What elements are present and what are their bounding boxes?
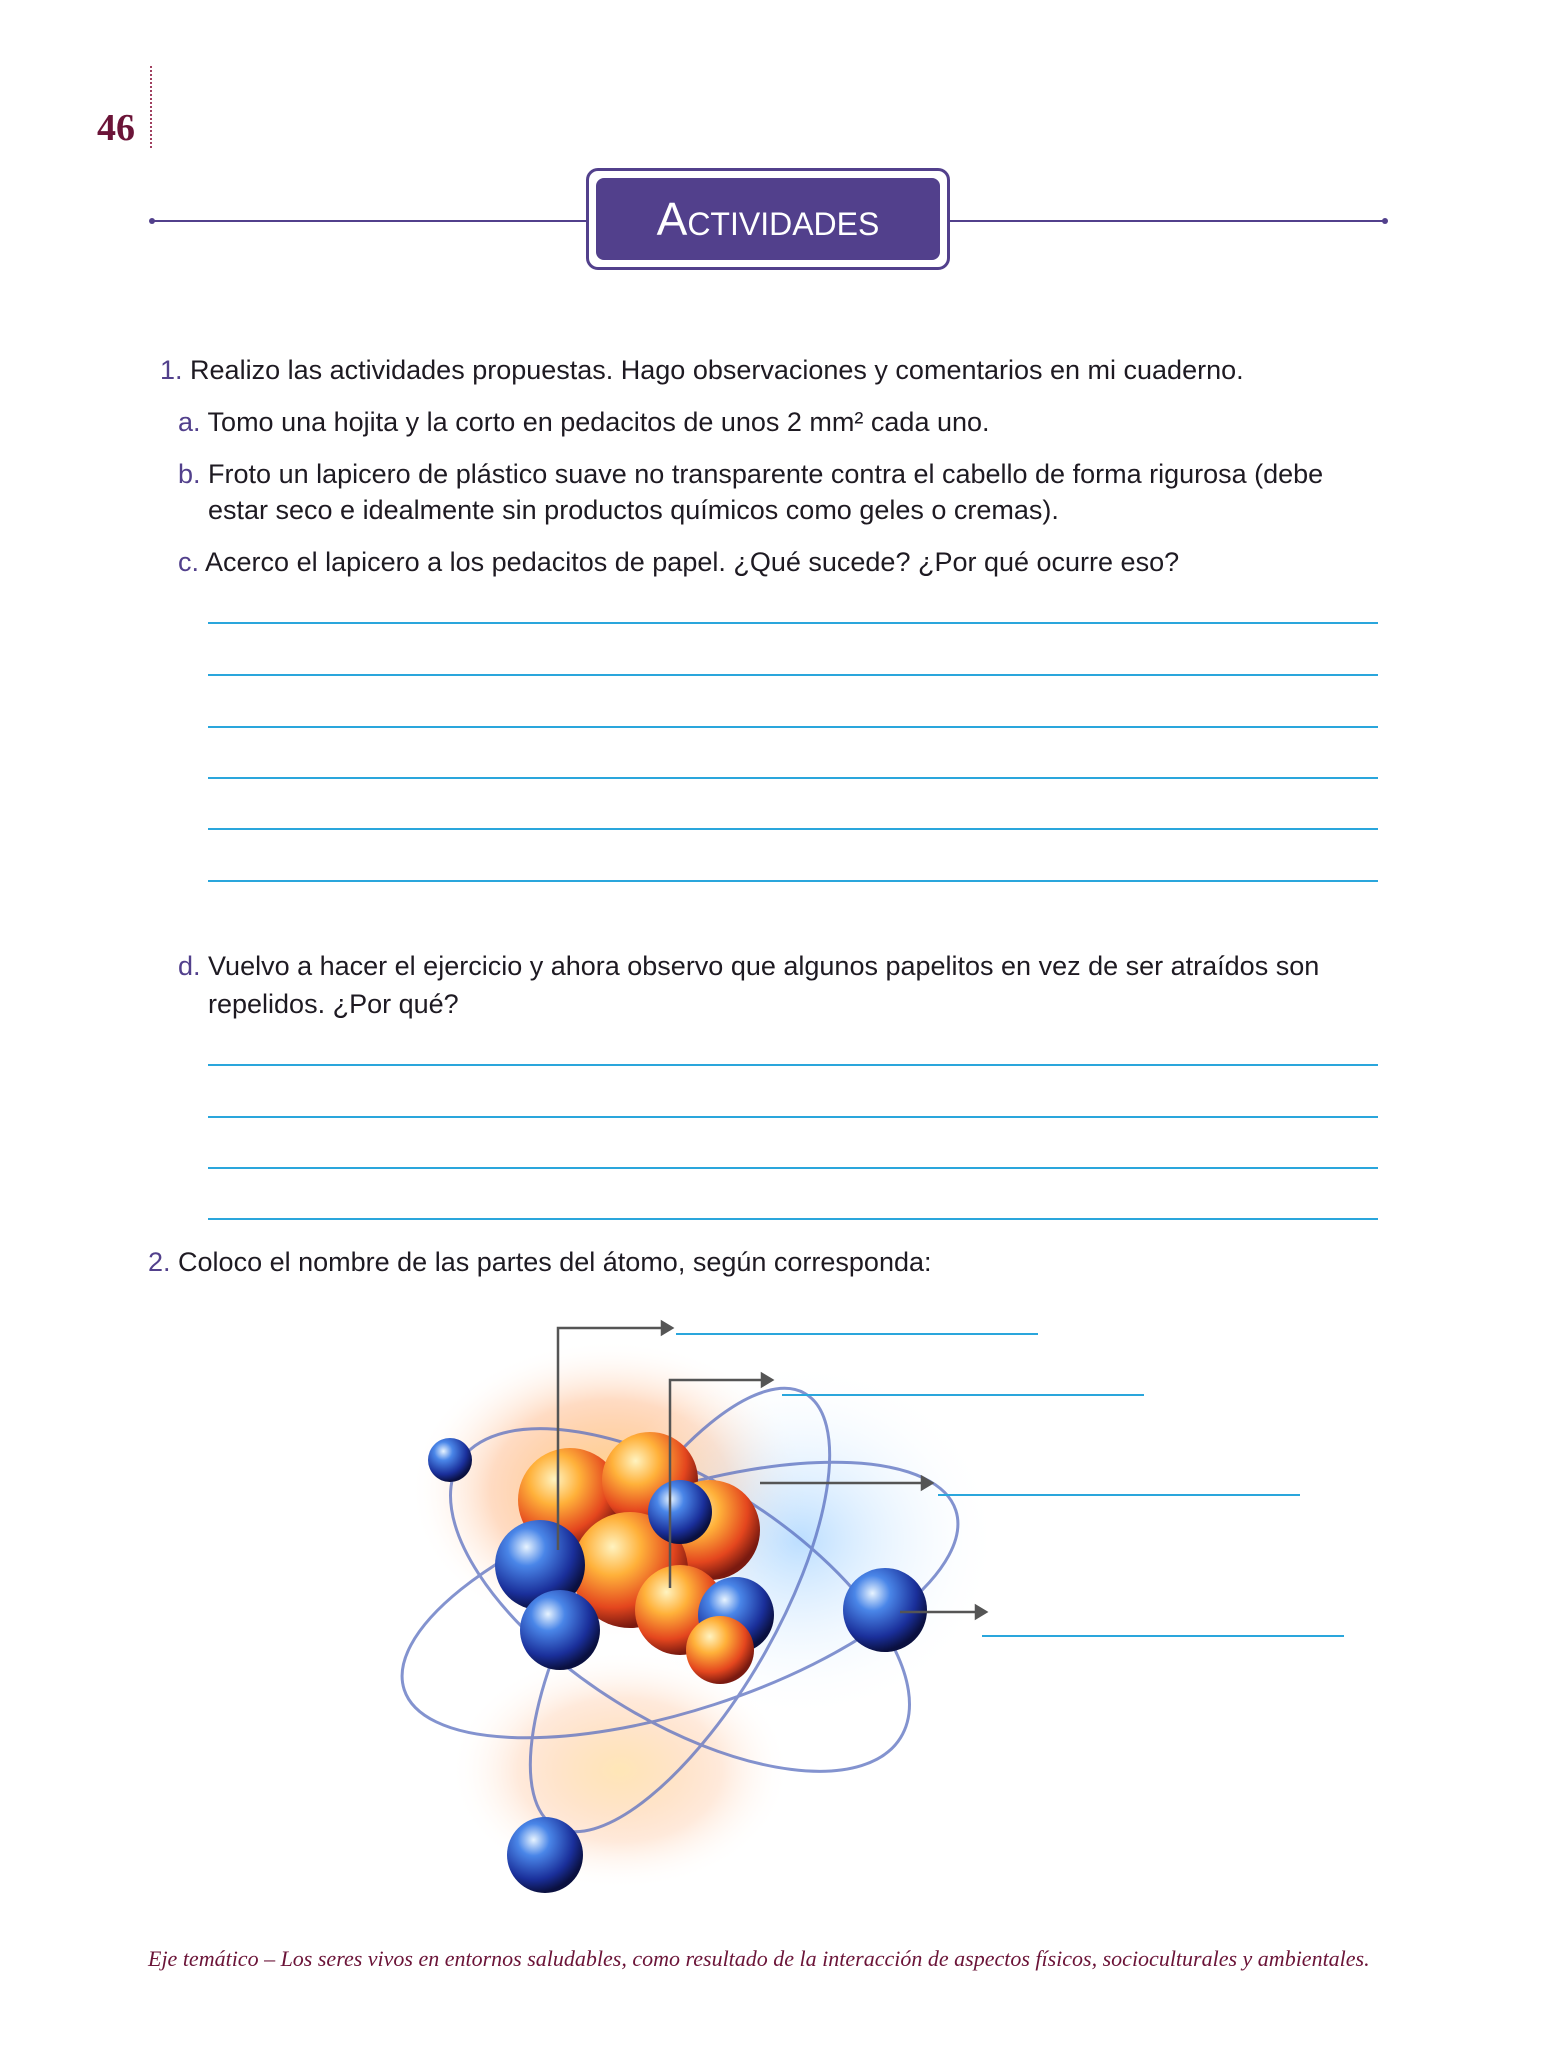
electron bbox=[843, 1568, 927, 1652]
item-d-letter: d. bbox=[178, 951, 201, 981]
item-b-text-line1: Froto un lapicero de plástico suave no transparente contra el cabello de forma rigurosa (debe bbox=[208, 459, 1324, 489]
activity-2-number: 2. bbox=[148, 1247, 171, 1277]
electron bbox=[507, 1817, 583, 1893]
answer-line[interactable] bbox=[208, 622, 1378, 624]
answer-line[interactable] bbox=[208, 1116, 1378, 1118]
activity-1-text: Realizo las actividades propuestas. Hago observaciones y comentarios en mi cuaderno. bbox=[190, 355, 1244, 385]
item-a-letter: a. bbox=[178, 407, 201, 437]
title-rule-right-dot bbox=[1382, 218, 1388, 224]
page-number-divider bbox=[150, 66, 152, 148]
item-a bbox=[178, 404, 990, 440]
item-c-letter: c. bbox=[178, 547, 200, 577]
footer-note: Eje temático – Los seres vivos en entornos saludables, como resultado de la interacción de aspectos físicos, socioculturales y ambientales. bbox=[148, 1946, 1370, 1971]
item-b bbox=[178, 456, 1323, 492]
activity-1-number: 1. bbox=[160, 355, 183, 385]
answer-line[interactable] bbox=[208, 880, 1378, 882]
answer-line[interactable] bbox=[208, 1064, 1378, 1066]
item-a-text: Tomo una hojita y la corto en pedacitos de unos 2 mm² cada uno. bbox=[207, 407, 990, 437]
item-c bbox=[178, 544, 1179, 580]
activity-2-text: Coloco el nombre de las partes del átomo, según corresponda: bbox=[178, 1247, 932, 1277]
item-d bbox=[178, 948, 1319, 984]
activity-1-instruction bbox=[160, 352, 1244, 388]
atom-illustration bbox=[380, 1310, 1000, 1910]
page-number: 46 bbox=[97, 107, 135, 149]
answer-line[interactable] bbox=[208, 674, 1378, 676]
arrowhead bbox=[662, 1322, 672, 1334]
section-title bbox=[596, 178, 940, 260]
answer-line[interactable] bbox=[208, 828, 1378, 830]
label-line-4[interactable] bbox=[982, 1635, 1344, 1637]
activity-2-instruction bbox=[148, 1244, 932, 1280]
label-line-3[interactable] bbox=[938, 1494, 1300, 1496]
answer-line[interactable] bbox=[208, 777, 1378, 779]
item-b-continuation: estar seco e idealmente sin productos químicos como geles o cremas). bbox=[208, 495, 1059, 525]
item-c-text: Acerco el lapicero a los pedacitos de papel. ¿Qué sucede? ¿Por qué ocurre eso? bbox=[205, 547, 1180, 577]
answer-line[interactable] bbox=[208, 1167, 1378, 1169]
item-d-continuation: repelidos. ¿Por qué? bbox=[208, 989, 459, 1019]
label-line-2[interactable] bbox=[782, 1394, 1144, 1396]
neutron bbox=[648, 1480, 712, 1544]
electron bbox=[428, 1438, 472, 1482]
title-rule-left-dot bbox=[149, 218, 155, 224]
label-line-1[interactable] bbox=[676, 1333, 1038, 1335]
item-d-text-line1: Vuelvo a hacer el ejercicio y ahora observo que algunos papelitos en vez de ser atraídos son bbox=[208, 951, 1320, 981]
answer-line[interactable] bbox=[208, 726, 1378, 728]
lower-glow bbox=[450, 1650, 790, 1890]
neutron bbox=[520, 1590, 600, 1670]
item-b-letter: b. bbox=[178, 459, 201, 489]
section-title-text: Actividades bbox=[656, 193, 880, 245]
answer-line[interactable] bbox=[208, 1218, 1378, 1220]
proton bbox=[686, 1616, 754, 1684]
